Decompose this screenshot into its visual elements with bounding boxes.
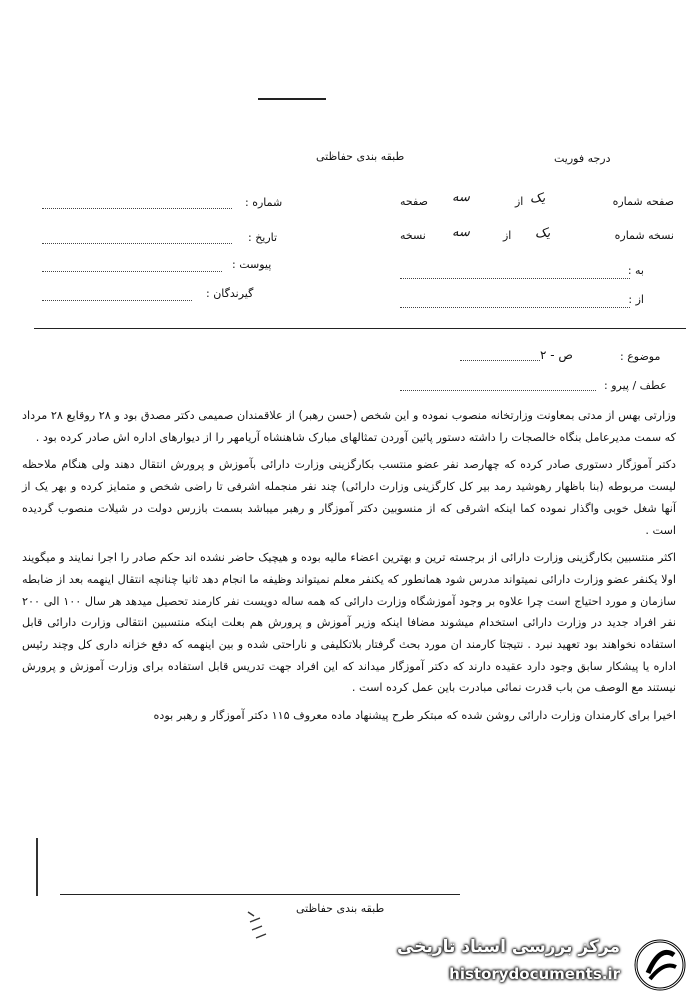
- copy-number-value: یک: [535, 226, 551, 241]
- recipients-field-line: [42, 300, 192, 301]
- page-number-value: یک: [530, 191, 546, 206]
- watermark-url: historydocuments.ir: [449, 965, 620, 983]
- copy-from-value: سه: [452, 225, 470, 240]
- handwritten-mark-icon: [242, 906, 280, 946]
- top-rule: [258, 98, 326, 100]
- body-paragraph: اکثر منتسبین بکارگزینی وزارت دارائی از برجسته ترین و بهترین اعضاء مالیه بوده و هیچیک حاضر نشده اند حکم صادر را اجرا نمایند و میگویند اولا یکنفر عضو وزارت دارائی نمیتواند مدرس شود همانطور که یکنفر معلم نمیتواند وظیفه ما انجام دهد ثانیا چنانچه انتقال اینهمه بعد از ضابطه سازمان و مورد احتیاج است چرا علاوه بر وجود آموزشگاه وزارت دارائی که همه ساله دویست نفر کارمند تحصیل میدهد هر سال ۱۰۰ الی ۲۰۰ نفر افراد جدید در وزارت دارائی استخدام میشوند مضافا اینکه وزیر آموزش و پرورش هم بعلت اینکه منتسبین انتقالی وزارت دارائی قابل استفاده نخواهند بود تعهید نبرد . نتیجتا کارمند ان مورد بحث گرفتار بلاتکلیفی و ناراحتی شده و بین اینهمه که دفع خزانه داری کل وچند رئیس اداره یا پیشکار سابق وجود دارد عقیده دارند که دکتر آموزگار میداند که این افراد جهت تدریس قابل استفاده برای وزارت آموزش و پرورش نیستند مع الوصف من باب قدرت نمائی مبادرت باین عمل کرده است .: [22, 551, 676, 695]
- body-paragraph: وزارتی بهس از مدتی بمعاونت وزارتخانه منصوب نموده و این شخص (حسن رهبر) از علاقمندان صمیمی دکتر مصدق بود و ۲۸ روقایع ۲۸ مرداد که سمت مدیرعامل بنگاه خالصجات را داشته دستور پائین آوردن تمثالهای مبارک شاهنشاه آریامهر را از دیوارهای اداره اش صادر کرده بود .: [22, 409, 676, 444]
- reference-field-line: [400, 390, 596, 391]
- copy-from-label: از: [503, 229, 512, 242]
- attachment-field-line: [42, 271, 222, 272]
- attachment-label: پیوست :: [232, 258, 272, 271]
- from-field-line: [400, 307, 630, 308]
- header-rule: [34, 328, 686, 329]
- number-label: شماره :: [245, 196, 283, 209]
- watermark-logo: [397, 935, 692, 993]
- subject-field-line: [460, 360, 540, 361]
- letter-body: [22, 405, 676, 727]
- copy-unit-label: نسخه: [400, 229, 426, 242]
- page-from-label: از: [515, 195, 524, 208]
- body-paragraph: دکتر آموزگار دستوری صادر کرده که چهارصد نفر عضو منتسب بکارگزینی وزارت دارائی بآموزش و پرورش انتقال دهند ولی هنگام ملاحظه لیست مربوطه (بنا باظهار رهوشید رمد بیر کل کارگزینی وزارت دارائی) چند نفر منجمله اشرفی تا راضی شخص و متمایز کرده و بهر یک از آنها شغل خوبی واگذار نموده کما اینکه اشرقی که از منسوبین دکتر آموزگار و رهبر میباشد بسمت بازرس دولت در شیلات منصوب گردیده است .: [22, 458, 676, 537]
- footer-classification-label: طبقه بندی حفاظتی: [296, 902, 385, 915]
- date-field-line: [42, 243, 232, 244]
- archive-logo-icon: [634, 939, 686, 991]
- page-number-label: صفحه شماره: [612, 195, 674, 208]
- priority-label: درجه فوریت: [554, 152, 611, 165]
- from-label: از :: [628, 293, 644, 306]
- classification-label: طبقه بندی حفاظتی: [316, 150, 405, 163]
- copy-number-label: نسخه شماره: [614, 229, 674, 242]
- date-label: تاریخ :: [248, 231, 278, 244]
- to-label: به :: [627, 264, 644, 277]
- subject-value: ص - ۲: [540, 348, 573, 362]
- body-paragraph: اخیرا برای کارمندان وزارت دارائی روشن شده که مبتکر طرح پیشنهاد ماده معروف ۱۱۵ دکتر آموزگار و رهبر بوده: [153, 709, 676, 723]
- page-unit-label: صفحه: [400, 195, 428, 208]
- margin-mark: [36, 838, 38, 896]
- number-field-line: [42, 208, 232, 209]
- page-from-value: سه: [452, 190, 470, 205]
- footer-rule: [60, 894, 460, 895]
- recipients-label: گیرندگان :: [206, 287, 254, 300]
- watermark-name: مرکز بررسی اسناد تاریخی: [397, 937, 620, 957]
- subject-label: موضوع :: [620, 350, 661, 363]
- reference-label: عطف / پیرو :: [604, 379, 667, 392]
- to-field-line: [400, 278, 630, 279]
